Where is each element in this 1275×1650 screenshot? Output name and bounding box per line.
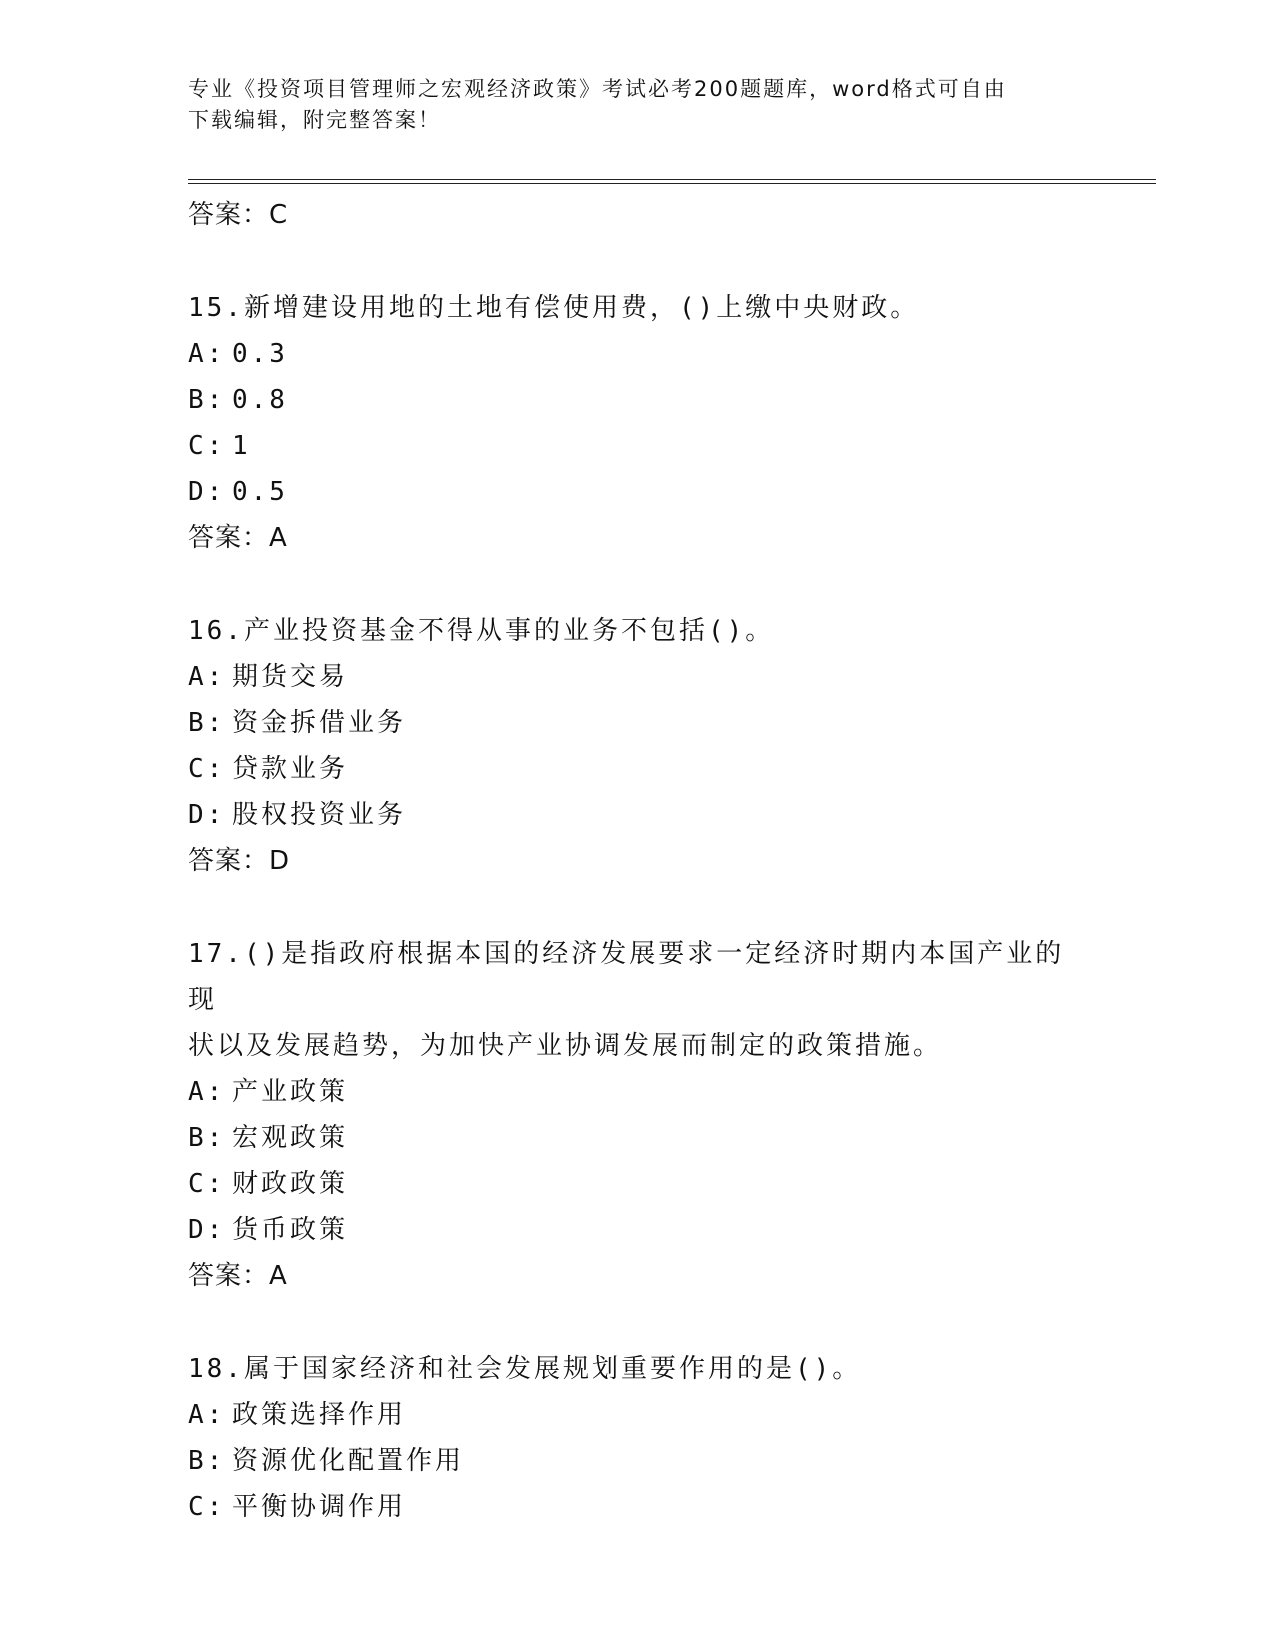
option-c [188,746,1088,792]
option-text: 宏观政策 [232,1123,349,1153]
header-line-1: 专业《投资项目管理师之宏观经济政策》考试必考200题题库，word格式可自由 [188,77,1007,101]
option-c [188,423,1088,469]
option-a [188,1392,1088,1438]
option-key: C: [188,754,226,784]
option-text: 政策选择作用 [232,1400,407,1430]
question-18 [188,1346,1088,1530]
option-text: 资金拆借业务 [232,708,407,738]
option-text: 货币政策 [232,1215,349,1245]
question-16 [188,608,1088,884]
option-key: A: [188,662,226,692]
option-d [188,1207,1088,1253]
question-stem-line-1: 17.()是指政府根据本国的经济发展要求一定经济时期内本国产业的现 [188,939,1065,1015]
answer-17: 答案：A [188,1261,288,1291]
answer-16: 答案：D [188,846,291,876]
option-text: 股权投资业务 [232,800,407,830]
option-key: B: [188,1446,226,1476]
option-key: C: [188,1492,226,1522]
question-stem-line-2: 状以及发展趋势，为加快产业协调发展而制定的政策措施。 [188,1031,943,1061]
header-rule-top [188,179,1156,180]
option-text: 1 [232,431,251,461]
option-text: 产业政策 [232,1077,349,1107]
option-a [188,654,1088,700]
question-stem: 18.属于国家经济和社会发展规划重要作用的是()。 [188,1354,862,1384]
question-stem: 15.新增建设用地的土地有偿使用费，()上缴中央财政。 [188,293,920,323]
option-key: D: [188,1215,226,1245]
option-key: C: [188,1169,226,1199]
option-key: A: [188,1077,226,1107]
option-d [188,792,1088,838]
option-key: B: [188,385,226,415]
question-17 [188,931,1088,1299]
question-15 [188,285,1088,561]
option-key: D: [188,477,226,507]
option-text: 平衡协调作用 [232,1492,407,1522]
option-key: D: [188,800,226,830]
option-b [188,1438,1088,1484]
answer-14: 答案：C [188,200,289,230]
option-text: 财政政策 [232,1169,349,1199]
header-line-2: 下载编辑，附完整答案！ [188,108,441,132]
option-d [188,469,1088,515]
option-b [188,700,1088,746]
option-b [188,1115,1088,1161]
option-text: 0.3 [232,339,288,369]
option-a [188,331,1088,377]
option-key: B: [188,1123,226,1153]
question-stem: 16.产业投资基金不得从事的业务不包括()。 [188,616,775,646]
option-text: 0.8 [232,385,288,415]
option-key: A: [188,339,226,369]
option-b [188,377,1088,423]
document-header [188,74,1068,136]
option-c [188,1484,1088,1530]
answer-15: 答案：A [188,523,288,553]
option-key: A: [188,1400,226,1430]
option-key: B: [188,708,226,738]
option-a [188,1069,1088,1115]
header-rule-bottom [188,183,1156,184]
option-text: 贷款业务 [232,754,349,784]
option-c [188,1161,1088,1207]
document-body [188,188,1088,1530]
option-text: 0.5 [232,477,288,507]
option-text: 期货交易 [232,662,349,692]
option-key: C: [188,431,226,461]
option-text: 资源优化配置作用 [232,1446,465,1476]
